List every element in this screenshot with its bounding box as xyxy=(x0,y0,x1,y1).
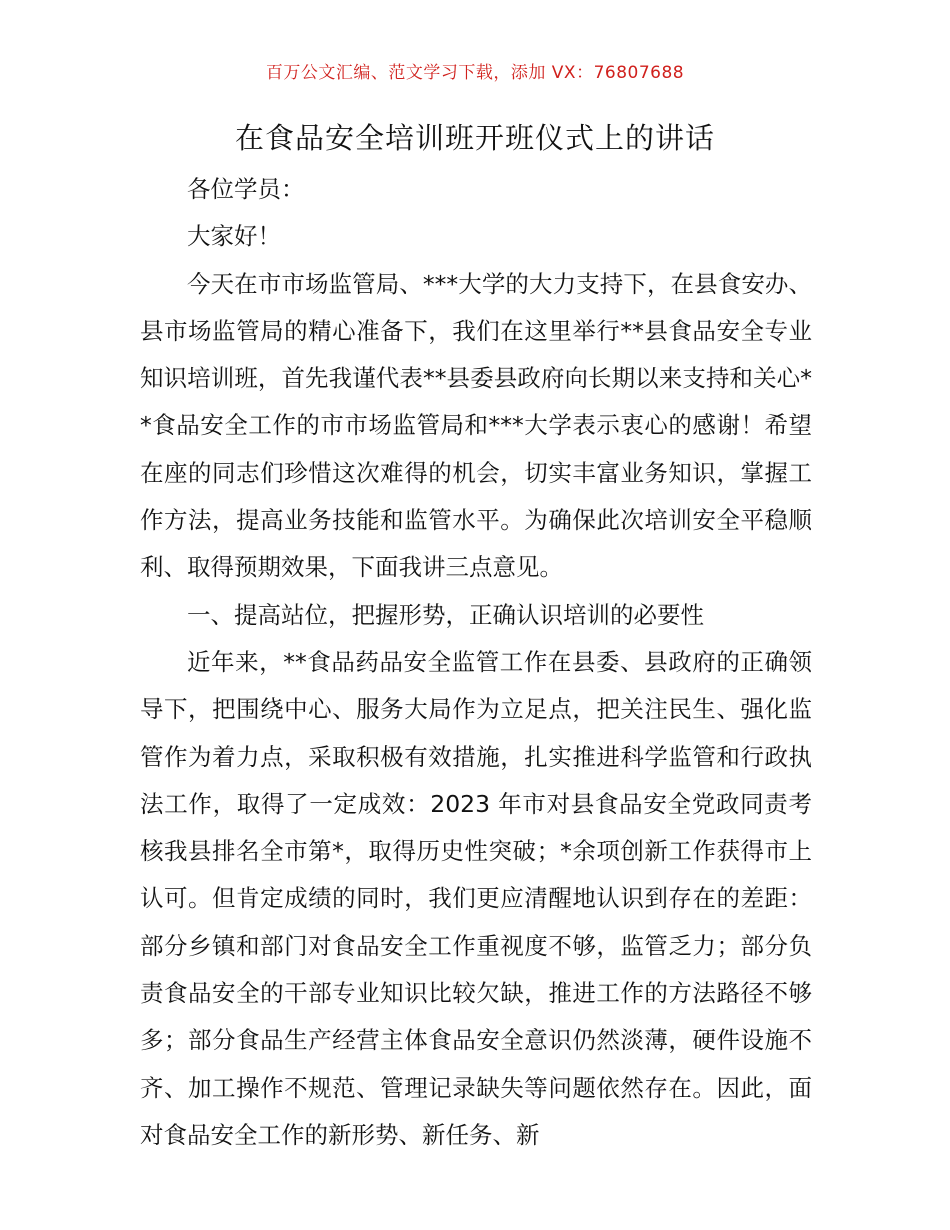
paragraph-intro: 今天在市市场监管局、***大学的大力支持下，在县食安办、县市场监管局的精心准备下，我们在这里举行**县食品安全专业知识培训班，首先我谨代表**县委县政府向长期以来支持和关心**食品安全工作的市市场监管局和***大学表示衷心的感谢！希望在座的同志们珍惜这次难得的机会，切实丰富业务知识，掌握工作方法，提高业务技能和监管水平。为确保此次培训安全平稳顺利、取得预期效果，下面我讲三点意见。 xyxy=(140,269,812,582)
section-heading: 一、提高站位，把握形势，正确认识培训的必要性 xyxy=(187,600,704,629)
document-body xyxy=(140,166,812,1159)
greeting: 大家好！ xyxy=(187,222,281,251)
salutation: 各位学员： xyxy=(187,175,305,203)
paragraph-body: 近年来，**食品药品安全监管工作在县委、县政府的正确领导下，把围绕中心、服务大局作为立足点，把关注民生、强化监管作为着力点，采取积极有效措施，扎实推进科学监管和行政执法工作，取得了一定成效：2023 年市对县食品安全党政同责考核我县排名全市第*，取得历史性突破；*余项创新工作获得市上认可。但肯定成绩的同时，我们更应清醒地认识到存在的差距：部分乡镇和部门对食品安全工作重视度不够，监管乏力；部分负责食品安全的干部专业知识比较欠缺，推进工作的方法路径不够多；部分食品生产经营主体食品安全意识仍然淡薄，硬件设施不齐、加工操作不规范、管理记录缺失等问题依然存在。因此，面对食品安全工作的新形势、新任务、新 xyxy=(140,647,812,1149)
header-ad-text: 百万公文汇编、范文学习下载，添加 VX：76807688 xyxy=(265,63,685,83)
document-title: 在食品安全培训班开班仪式上的讲话 xyxy=(234,121,715,155)
